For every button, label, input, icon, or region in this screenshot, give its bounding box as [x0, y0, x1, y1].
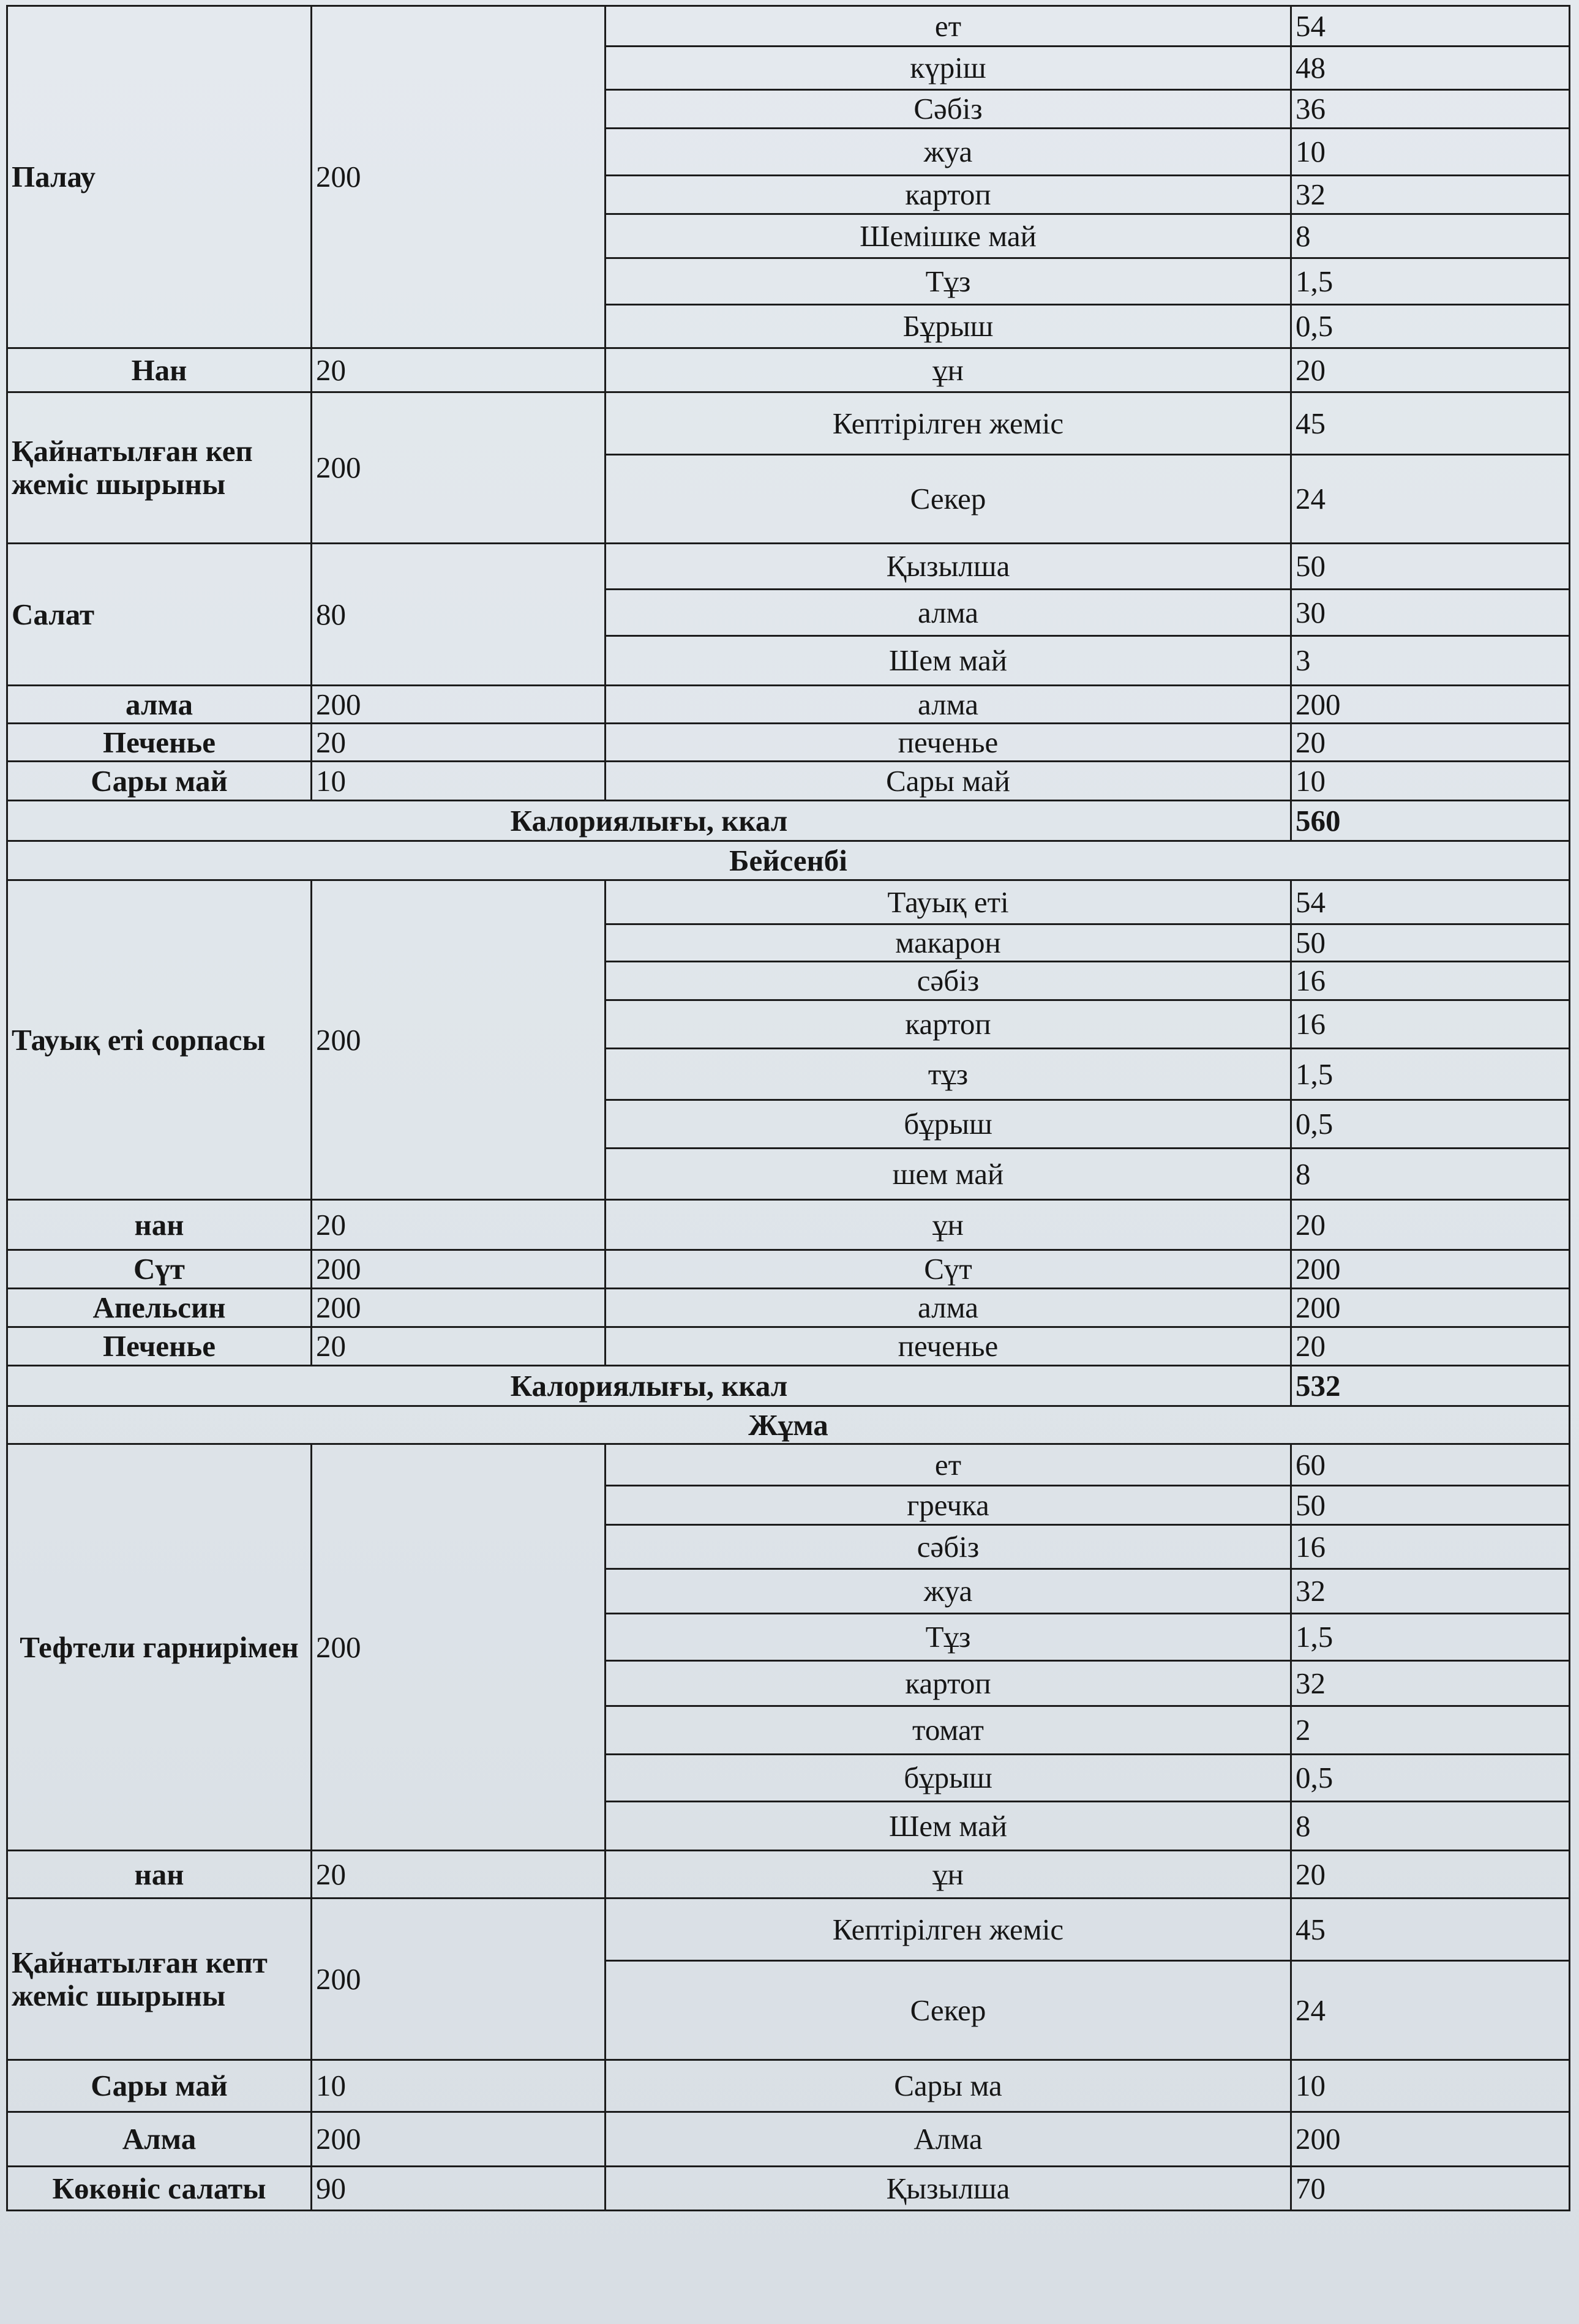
ingredient-name: Секер: [606, 1961, 1291, 2060]
total-row: [7, 801, 1570, 841]
dish-weight: 80: [312, 544, 606, 686]
table-row: [7, 1444, 1570, 1486]
ingredient-amount: 54: [1291, 6, 1570, 47]
table-row: [7, 2060, 1570, 2112]
table-row: [7, 1250, 1570, 1289]
dish-weight: 200: [312, 2112, 606, 2167]
ingredient-amount: 20: [1291, 348, 1570, 392]
dish-name: Тауық еті сорпасы: [7, 880, 312, 1200]
ingredient-name: Кептірілген жеміс: [606, 392, 1291, 455]
dish-weight: 20: [312, 1327, 606, 1366]
ingredient-name: Қызылша: [606, 544, 1291, 590]
dish-weight: 200: [312, 1250, 606, 1289]
dish-name: Тефтели гарнирімен: [7, 1444, 312, 1851]
dish-name: Көкөніс салаты: [7, 2167, 312, 2211]
ingredient-amount: 32: [1291, 1569, 1570, 1614]
ingredient-name: Кептірілген жеміс: [606, 1899, 1291, 1961]
ingredient-amount: 32: [1291, 1661, 1570, 1706]
day-row: [7, 1406, 1570, 1444]
table-row: [7, 762, 1570, 801]
ingredient-name: Сары ма: [606, 2060, 1291, 2112]
ingredient-name: Бұрыш: [606, 305, 1291, 348]
ingredient-name: Алма: [606, 2112, 1291, 2167]
ingredient-name: картоп: [606, 1000, 1291, 1049]
ingredient-name: ұн: [606, 1851, 1291, 1899]
ingredient-amount: 50: [1291, 1486, 1570, 1525]
ingredient-amount: 50: [1291, 924, 1570, 962]
table-row: [7, 1899, 1570, 1961]
ingredient-amount: 20: [1291, 1851, 1570, 1899]
ingredient-amount: 8: [1291, 214, 1570, 258]
dish-name: Алма: [7, 2112, 312, 2167]
ingredient-amount: 16: [1291, 1000, 1570, 1049]
ingredient-amount: 45: [1291, 392, 1570, 455]
ingredient-amount: 0,5: [1291, 1100, 1570, 1149]
dish-name: Қайнатылған кеп жеміс шырыны: [7, 392, 312, 544]
ingredient-amount: 45: [1291, 1899, 1570, 1961]
ingredient-amount: 200: [1291, 686, 1570, 724]
ingredient-amount: 8: [1291, 1802, 1570, 1851]
ingredient-name: Секер: [606, 455, 1291, 544]
ingredient-name: сәбіз: [606, 1525, 1291, 1569]
table-row: [7, 544, 1570, 590]
ingredient-name: Сары май: [606, 762, 1291, 801]
dish-weight: 10: [312, 2060, 606, 2112]
ingredient-name: алма: [606, 1289, 1291, 1327]
ingredient-amount: 60: [1291, 1444, 1570, 1486]
total-row: [7, 1366, 1570, 1406]
ingredient-name: бұрыш: [606, 1755, 1291, 1802]
ingredient-name: тұз: [606, 1049, 1291, 1100]
ingredient-amount: 20: [1291, 724, 1570, 762]
ingredient-name: ет: [606, 6, 1291, 47]
ingredient-name: Тауық еті: [606, 880, 1291, 924]
ingredient-name: ет: [606, 1444, 1291, 1486]
menu-table: [6, 5, 1570, 2211]
ingredient-amount: 1,5: [1291, 258, 1570, 305]
dish-name: алма: [7, 686, 312, 724]
dish-name: Нан: [7, 348, 312, 392]
ingredient-name: макарон: [606, 924, 1291, 962]
day-heading: Бейсенбі: [7, 841, 1570, 880]
table-row: [7, 1200, 1570, 1250]
ingredient-amount: 16: [1291, 1525, 1570, 1569]
ingredient-name: бұрыш: [606, 1100, 1291, 1149]
ingredient-amount: 10: [1291, 2060, 1570, 2112]
ingredient-name: жуа: [606, 1569, 1291, 1614]
ingredient-amount: 0,5: [1291, 305, 1570, 348]
ingredient-name: Тұз: [606, 1614, 1291, 1661]
ingredient-name: сәбіз: [606, 962, 1291, 1000]
table-row: [7, 880, 1570, 924]
ingredient-amount: 3: [1291, 636, 1570, 686]
dish-weight: 200: [312, 6, 606, 348]
ingredient-name: алма: [606, 590, 1291, 636]
ingredient-name: Шемішке май: [606, 214, 1291, 258]
dish-weight: 200: [312, 880, 606, 1200]
dish-weight: 20: [312, 724, 606, 762]
ingredient-name: жуа: [606, 129, 1291, 176]
ingredient-name: Тұз: [606, 258, 1291, 305]
table-row: [7, 1289, 1570, 1327]
calorie-total-value: 560: [1291, 801, 1570, 841]
calorie-total-label: Калориялығы, ккал: [7, 801, 1291, 841]
dish-weight: 20: [312, 348, 606, 392]
dish-name: Салат: [7, 544, 312, 686]
dish-weight: 200: [312, 1899, 606, 2060]
table-row: [7, 348, 1570, 392]
calorie-total-value: 532: [1291, 1366, 1570, 1406]
table-row: [7, 2112, 1570, 2167]
ingredient-name: ұн: [606, 348, 1291, 392]
table-row: [7, 392, 1570, 455]
dish-name: Сары май: [7, 762, 312, 801]
ingredient-amount: 0,5: [1291, 1755, 1570, 1802]
ingredient-name: томат: [606, 1706, 1291, 1755]
dish-name: Сары май: [7, 2060, 312, 2112]
table-row: [7, 724, 1570, 762]
table-row: [7, 1851, 1570, 1899]
ingredient-amount: 1,5: [1291, 1614, 1570, 1661]
ingredient-name: Сәбіз: [606, 90, 1291, 129]
calorie-total-label: Калориялығы, ккал: [7, 1366, 1291, 1406]
dish-name: нан: [7, 1200, 312, 1250]
dish-weight: 200: [312, 1289, 606, 1327]
ingredient-name: күріш: [606, 47, 1291, 90]
ingredient-name: шем май: [606, 1149, 1291, 1200]
ingredient-amount: 32: [1291, 176, 1570, 214]
day-row: [7, 841, 1570, 880]
ingredient-amount: 24: [1291, 455, 1570, 544]
dish-name: Апельсин: [7, 1289, 312, 1327]
ingredient-name: алма: [606, 686, 1291, 724]
ingredient-amount: 30: [1291, 590, 1570, 636]
ingredient-amount: 200: [1291, 1250, 1570, 1289]
ingredient-amount: 8: [1291, 1149, 1570, 1200]
ingredient-amount: 20: [1291, 1327, 1570, 1366]
dish-name: нан: [7, 1851, 312, 1899]
ingredient-name: Шем май: [606, 636, 1291, 686]
ingredient-name: Қызылша: [606, 2167, 1291, 2211]
ingredient-amount: 1,5: [1291, 1049, 1570, 1100]
ingredient-amount: 54: [1291, 880, 1570, 924]
dish-weight: 200: [312, 392, 606, 544]
dish-weight: 20: [312, 1851, 606, 1899]
ingredient-amount: 24: [1291, 1961, 1570, 2060]
dish-weight: 10: [312, 762, 606, 801]
table-row: [7, 1327, 1570, 1366]
dish-weight: 200: [312, 686, 606, 724]
ingredient-amount: 48: [1291, 47, 1570, 90]
table-row: [7, 6, 1570, 47]
dish-name: Сүт: [7, 1250, 312, 1289]
ingredient-amount: 36: [1291, 90, 1570, 129]
ingredient-amount: 10: [1291, 762, 1570, 801]
ingredient-amount: 16: [1291, 962, 1570, 1000]
ingredient-amount: 2: [1291, 1706, 1570, 1755]
ingredient-amount: 10: [1291, 129, 1570, 176]
dish-weight: 200: [312, 1444, 606, 1851]
ingredient-amount: 200: [1291, 1289, 1570, 1327]
ingredient-name: Сүт: [606, 1250, 1291, 1289]
dish-weight: 20: [312, 1200, 606, 1250]
ingredient-amount: 50: [1291, 544, 1570, 590]
ingredient-amount: 200: [1291, 2112, 1570, 2167]
ingredient-name: Шем май: [606, 1802, 1291, 1851]
dish-name: Печенье: [7, 724, 312, 762]
dish-name: Қайнатылған кепт жеміс шырыны: [7, 1899, 312, 2060]
ingredient-name: печенье: [606, 724, 1291, 762]
dish-name: Печенье: [7, 1327, 312, 1366]
ingredient-name: печенье: [606, 1327, 1291, 1366]
table-row: [7, 686, 1570, 724]
ingredient-name: картоп: [606, 1661, 1291, 1706]
dish-name: Палау: [7, 6, 312, 348]
ingredient-amount: 20: [1291, 1200, 1570, 1250]
table-row: [7, 2167, 1570, 2211]
ingredient-name: ұн: [606, 1200, 1291, 1250]
ingredient-name: гречка: [606, 1486, 1291, 1525]
ingredient-amount: 70: [1291, 2167, 1570, 2211]
dish-weight: 90: [312, 2167, 606, 2211]
ingredient-name: картоп: [606, 176, 1291, 214]
day-heading: Жұма: [7, 1406, 1570, 1444]
